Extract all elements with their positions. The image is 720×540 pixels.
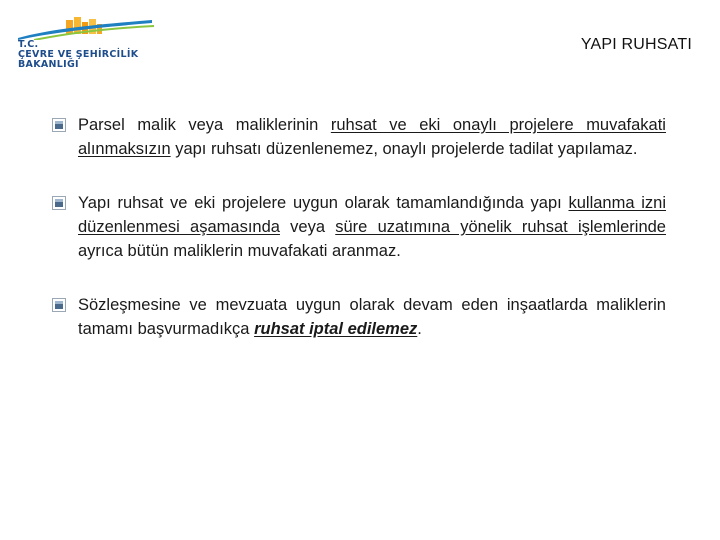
bullet-square-icon	[52, 118, 66, 132]
logo-line-1: T.C.	[18, 39, 39, 50]
header	[0, 0, 720, 88]
bullet-item	[52, 293, 666, 341]
text-segment: Yapı ruhsat ve eki projelere uygun olarak tamamlandığında yapı	[78, 194, 569, 212]
text-segment: Sözleşmesine ve mevzuata uygun olarak devam eden inşaatlarda maliklerin tamamı başvurmadıkça	[78, 296, 666, 338]
bullet-text	[78, 116, 666, 158]
text-segment: ayrıca bütün maliklerin muvafakati aranmaz.	[78, 242, 401, 260]
text-segment: Parsel malik veya maliklerinin	[78, 116, 331, 134]
emphasized-text-segment: ruhsat ve eki onaylı projelere muvafakati alınmaksızın	[78, 116, 666, 158]
bullet-square-icon	[52, 298, 66, 312]
bullet-item	[52, 191, 666, 263]
logo-buildings-icon	[14, 14, 164, 40]
bullet-text	[78, 296, 666, 338]
bullet-item	[52, 113, 666, 161]
emphasized-text-segment: ruhsat iptal edilemez	[254, 320, 418, 338]
text-segment: veya	[279, 218, 336, 236]
bullet-list	[52, 113, 666, 371]
ministry-logo	[14, 14, 164, 70]
emphasized-text-segment: kullanma izni düzenlenmesi aşamasında	[78, 194, 667, 236]
emphasized-text-segment: süre uzatımına yönelik ruhsat işlemlerinde	[335, 218, 666, 236]
page-title: YAPI RUHSATI	[580, 36, 692, 53]
logo-line-2: ÇEVRE VE ŞEHİRCİLİK	[18, 49, 139, 60]
logo-line-3: BAKANLIĞI	[18, 59, 79, 70]
bullet-square-icon	[52, 196, 66, 210]
text-segment: .	[417, 320, 422, 338]
bullet-text	[78, 194, 666, 260]
text-segment: yapı ruhsatı düzenlenemez, onaylı projelerde tadilat yapılamaz.	[170, 140, 638, 158]
